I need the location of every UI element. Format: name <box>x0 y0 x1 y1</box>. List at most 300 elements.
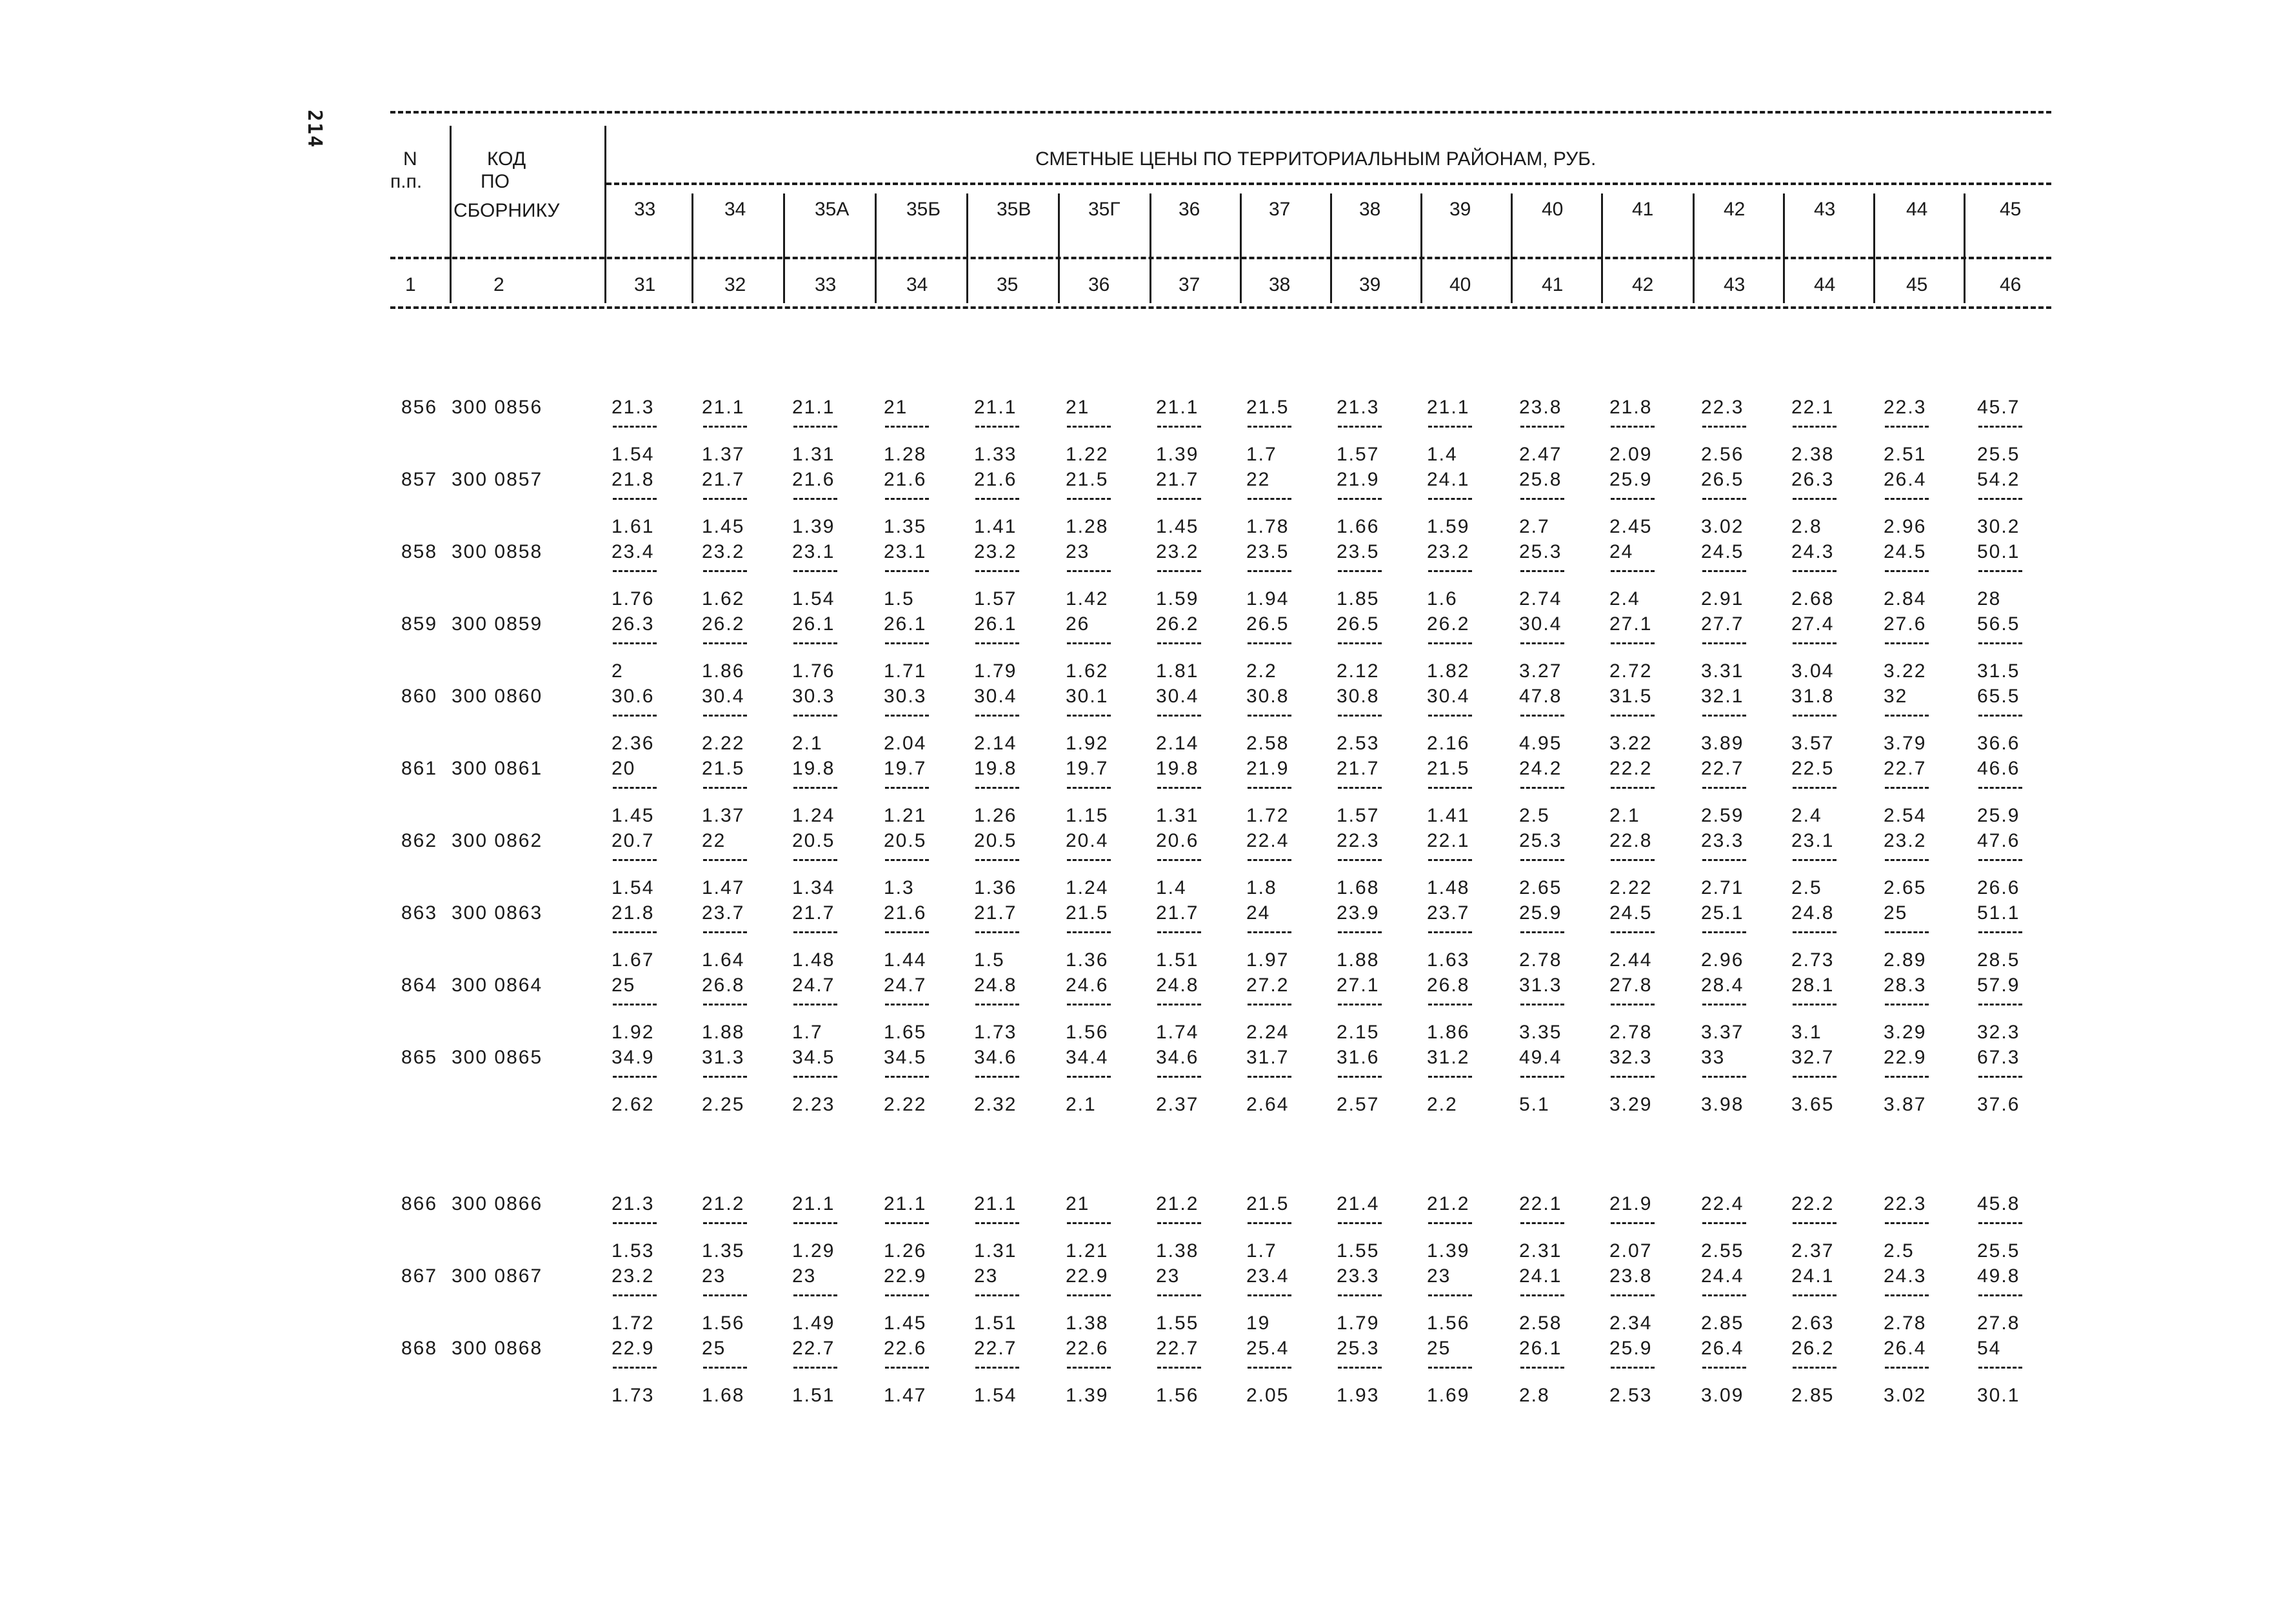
price-cell: 19.8 <box>792 758 835 779</box>
price-cell-denominator: 1.37 <box>702 805 745 826</box>
price-cell: 26.1 <box>974 613 1017 635</box>
fraction-bar <box>1611 498 1655 500</box>
col-number: 43 <box>1724 274 1746 295</box>
page-number: 214 <box>303 110 326 149</box>
price-cell-denominator: 1.68 <box>1337 877 1380 898</box>
price-cell-denominator: 2.14 <box>1156 733 1199 754</box>
price-cell-denominator: 28.5 <box>1977 949 2020 971</box>
header-top-rule <box>390 111 2051 114</box>
price-cell-denominator: 1.72 <box>612 1312 655 1334</box>
row-code: 300 0858 <box>452 541 543 562</box>
price-cell: 24.8 <box>974 975 1017 996</box>
price-cell: 23 <box>702 1265 726 1287</box>
fraction-bar <box>1067 1367 1111 1369</box>
price-cell-denominator: 3.87 <box>1884 1094 1927 1115</box>
fraction-bar <box>1067 787 1111 789</box>
fraction-bar <box>885 426 929 428</box>
price-cell: 30.8 <box>1246 686 1289 707</box>
col-number: 32 <box>724 274 746 295</box>
fraction-bar <box>1885 859 1929 861</box>
fraction-bar <box>1428 1367 1472 1369</box>
fraction-bar <box>703 1294 747 1296</box>
price-cell-denominator: 4.95 <box>1519 733 1562 754</box>
price-cell-denominator: 37.6 <box>1977 1094 2020 1115</box>
fraction-bar <box>1157 498 1201 500</box>
price-cell: 23.1 <box>1791 830 1835 851</box>
price-cell-denominator: 2.65 <box>1519 877 1562 898</box>
fraction-bar <box>1793 787 1836 789</box>
price-cell-denominator: 1.36 <box>974 877 1017 898</box>
price-cell-denominator: 2.65 <box>1884 877 1927 898</box>
fraction-bar <box>1978 715 2022 717</box>
fraction-bar <box>1248 498 1291 500</box>
price-cell-denominator: 1.55 <box>1337 1240 1380 1262</box>
price-cell: 24.3 <box>1884 1265 1927 1287</box>
price-cell: 26.1 <box>1519 1338 1562 1359</box>
price-cell-denominator: 1.59 <box>1427 516 1470 537</box>
fraction-bar <box>1248 1076 1291 1078</box>
header-divider <box>1693 193 1695 303</box>
price-cell: 22.7 <box>1156 1338 1199 1359</box>
fraction-bar <box>1702 498 1746 500</box>
fraction-bar <box>1157 426 1201 428</box>
price-cell: 47.6 <box>1977 830 2020 851</box>
fraction-bar <box>1702 1004 1746 1005</box>
row-code: 300 0865 <box>452 1047 543 1068</box>
fraction-bar <box>703 1222 747 1224</box>
district-header: 38 <box>1359 199 1381 220</box>
fraction-bar <box>1248 1294 1291 1296</box>
fraction-bar <box>1067 1222 1111 1224</box>
fraction-bar <box>1248 570 1291 572</box>
col-number: 46 <box>2000 274 2022 295</box>
price-cell: 23.2 <box>1884 830 1927 851</box>
price-cell: 47.8 <box>1519 686 1562 707</box>
fraction-bar <box>885 1076 929 1078</box>
header-divider <box>875 193 877 303</box>
price-cell-denominator: 1.49 <box>792 1312 835 1334</box>
fraction-bar <box>1428 931 1472 933</box>
price-cell: 27.6 <box>1884 613 1927 635</box>
price-cell: 26.3 <box>612 613 655 635</box>
price-cell: 30.4 <box>702 686 745 707</box>
price-cell: 20.6 <box>1156 830 1199 851</box>
row-number: 856 <box>401 397 438 418</box>
price-cell: 54 <box>1977 1338 2002 1359</box>
price-cell-denominator: 2.53 <box>1609 1385 1653 1406</box>
price-cell-denominator: 2.1 <box>1066 1094 1097 1115</box>
price-cell-denominator: 2.37 <box>1791 1240 1835 1262</box>
price-cell: 23.5 <box>1337 541 1380 562</box>
price-cell: 20.5 <box>884 830 927 851</box>
fraction-bar <box>1338 1004 1382 1005</box>
price-cell: 21.7 <box>1156 469 1199 490</box>
fraction-bar <box>1978 787 2022 789</box>
fraction-bar <box>1702 642 1746 644</box>
row-number: 860 <box>401 686 438 707</box>
price-cell-denominator: 1.28 <box>884 444 927 465</box>
price-cell-denominator: 2.71 <box>1701 877 1744 898</box>
row-code: 300 0863 <box>452 902 543 924</box>
fraction-bar <box>1885 1367 1929 1369</box>
price-cell: 32 <box>1884 686 1908 707</box>
price-cell: 22.4 <box>1701 1193 1744 1214</box>
fraction-bar <box>885 642 929 644</box>
fraction-bar <box>1885 1294 1929 1296</box>
price-cell-denominator: 2.54 <box>1884 805 1927 826</box>
price-cell-denominator: 2.47 <box>1519 444 1562 465</box>
fraction-bar <box>885 859 929 861</box>
price-cell: 65.5 <box>1977 686 2020 707</box>
price-cell: 21.5 <box>1246 397 1289 418</box>
fraction-bar <box>1611 715 1655 717</box>
price-cell-denominator: 32.3 <box>1977 1022 2020 1043</box>
price-cell-denominator: 2.31 <box>1519 1240 1562 1262</box>
col-number: 44 <box>1814 274 1836 295</box>
district-header: 42 <box>1724 199 1746 220</box>
price-cell-denominator: 1.86 <box>1427 1022 1470 1043</box>
price-cell: 22.7 <box>1701 758 1744 779</box>
price-cell: 21 <box>884 397 908 418</box>
district-header: 35В <box>997 199 1031 220</box>
row-code: 300 0860 <box>452 686 543 707</box>
price-cell-denominator: 2.4 <box>1609 588 1640 609</box>
row-code: 300 0859 <box>452 613 543 635</box>
col-number: 37 <box>1179 274 1200 295</box>
price-cell-denominator: 2.05 <box>1246 1385 1289 1406</box>
fraction-bar <box>1611 1076 1655 1078</box>
price-cell: 22.6 <box>1066 1338 1109 1359</box>
fraction-bar <box>613 715 657 717</box>
price-cell-denominator: 2.38 <box>1791 444 1835 465</box>
fraction-bar <box>1702 1222 1746 1224</box>
price-cell: 21.5 <box>1246 1193 1289 1214</box>
price-cell-denominator: 2.78 <box>1884 1312 1927 1334</box>
fraction-bar <box>1067 498 1111 500</box>
fraction-bar <box>1248 642 1291 644</box>
price-cell-denominator: 1.41 <box>1427 805 1470 826</box>
price-cell-denominator: 2.63 <box>1791 1312 1835 1334</box>
row-code: 300 0857 <box>452 469 543 490</box>
fraction-bar <box>1793 1004 1836 1005</box>
col-number: 38 <box>1269 274 1291 295</box>
price-cell: 25.3 <box>1519 830 1562 851</box>
fraction-bar <box>793 1076 837 1078</box>
fraction-bar <box>1520 859 1564 861</box>
price-cell: 26.5 <box>1337 613 1380 635</box>
fraction-bar <box>1611 1004 1655 1005</box>
fraction-bar <box>1702 1294 1746 1296</box>
price-cell-denominator: 1.33 <box>974 444 1017 465</box>
price-cell-denominator: 1.45 <box>612 805 655 826</box>
fraction-bar <box>1885 1076 1929 1078</box>
price-cell-denominator: 1.51 <box>792 1385 835 1406</box>
price-cell-denominator: 2.16 <box>1427 733 1470 754</box>
district-header: 37 <box>1269 199 1291 220</box>
price-cell-denominator: 2.04 <box>884 733 927 754</box>
price-cell: 26.2 <box>1791 1338 1835 1359</box>
fraction-bar <box>703 426 747 428</box>
fraction-bar <box>1520 1004 1564 1005</box>
fraction-bar <box>1611 570 1655 572</box>
fraction-bar <box>1978 1222 2022 1224</box>
price-cell: 28.3 <box>1884 975 1927 996</box>
price-cell: 26.4 <box>1701 1338 1744 1359</box>
price-cell: 30.8 <box>1337 686 1380 707</box>
fraction-bar <box>1885 1222 1929 1224</box>
fraction-bar <box>1428 642 1472 644</box>
fraction-bar <box>975 1367 1019 1369</box>
price-cell: 30.4 <box>1156 686 1199 707</box>
price-cell: 27.7 <box>1701 613 1744 635</box>
row-code: 300 0864 <box>452 975 543 996</box>
fraction-bar <box>1885 426 1929 428</box>
price-cell: 21.1 <box>974 397 1017 418</box>
price-cell: 21.5 <box>1066 902 1109 924</box>
price-cell: 26.2 <box>702 613 745 635</box>
header-col-code3: СБОРНИКУ <box>453 200 560 221</box>
price-cell-denominator: 1.45 <box>884 1312 927 1334</box>
price-cell-denominator: 2.96 <box>1701 949 1744 971</box>
price-cell-denominator: 1.28 <box>1066 516 1109 537</box>
price-cell: 21.2 <box>1427 1193 1470 1214</box>
price-cell-denominator: 1.4 <box>1427 444 1458 465</box>
price-cell-denominator: 25.5 <box>1977 1240 2020 1262</box>
fraction-bar <box>1978 1294 2022 1296</box>
price-cell-denominator: 1.36 <box>1066 949 1109 971</box>
fraction-bar <box>1428 426 1472 428</box>
fraction-bar <box>885 498 929 500</box>
price-cell: 21.8 <box>612 902 655 924</box>
fraction-bar <box>1885 787 1929 789</box>
district-header: 40 <box>1542 199 1564 220</box>
fraction-bar <box>613 1076 657 1078</box>
fraction-bar <box>1793 426 1836 428</box>
price-cell-denominator: 1.45 <box>702 516 745 537</box>
price-cell: 21.6 <box>884 469 927 490</box>
price-cell-denominator: 2.96 <box>1884 516 1927 537</box>
price-cell-denominator: 1.47 <box>702 877 745 898</box>
fraction-bar <box>885 1004 929 1005</box>
price-cell: 23.2 <box>1427 541 1470 562</box>
price-cell: 21 <box>1066 1193 1090 1214</box>
fraction-bar <box>1793 1367 1836 1369</box>
price-cell: 24.7 <box>792 975 835 996</box>
row-number: 862 <box>401 830 438 851</box>
price-cell-denominator: 3.57 <box>1791 733 1835 754</box>
price-cell-denominator: 3.79 <box>1884 733 1927 754</box>
header-divider <box>1873 193 1875 303</box>
price-cell-denominator: 3.35 <box>1519 1022 1562 1043</box>
price-cell: 21.1 <box>792 397 835 418</box>
price-cell: 21.9 <box>1246 758 1289 779</box>
price-cell: 67.3 <box>1977 1047 2020 1068</box>
fraction-bar <box>1885 715 1929 717</box>
row-number: 865 <box>401 1047 438 1068</box>
row-number: 866 <box>401 1193 438 1214</box>
price-cell-denominator: 2.64 <box>1246 1094 1289 1115</box>
price-cell: 22.3 <box>1337 830 1380 851</box>
price-cell-denominator: 1.62 <box>702 588 745 609</box>
price-cell: 22.8 <box>1609 830 1653 851</box>
fraction-bar <box>703 1367 747 1369</box>
price-cell: 20.5 <box>792 830 835 851</box>
fraction-bar <box>1248 931 1291 933</box>
row-code: 300 0866 <box>452 1193 543 1214</box>
price-cell: 23 <box>1427 1265 1451 1287</box>
price-cell-denominator: 2.89 <box>1884 949 1927 971</box>
fraction-bar <box>1157 1367 1201 1369</box>
price-cell-denominator: 1.7 <box>1246 444 1277 465</box>
header-sub-rule <box>390 257 2051 259</box>
price-cell-denominator: 1.76 <box>612 588 655 609</box>
price-cell: 24.1 <box>1791 1265 1835 1287</box>
price-cell-denominator: 2.36 <box>612 733 655 754</box>
price-cell: 23 <box>1066 541 1090 562</box>
price-cell-denominator: 1.37 <box>702 444 745 465</box>
price-cell-denominator: 1.39 <box>1066 1385 1109 1406</box>
header-col-n2: п.п. <box>390 171 423 192</box>
fraction-bar <box>975 1076 1019 1078</box>
price-cell: 23.7 <box>1427 902 1470 924</box>
price-cell-denominator: 2.22 <box>884 1094 927 1115</box>
fraction-bar <box>1428 1076 1472 1078</box>
header-divider <box>783 193 785 303</box>
fraction-bar <box>1428 1004 1472 1005</box>
fraction-bar <box>613 787 657 789</box>
price-cell: 24.1 <box>1519 1265 1562 1287</box>
price-cell: 23.4 <box>612 541 655 562</box>
fraction-bar <box>1793 498 1836 500</box>
price-cell-denominator: 1.26 <box>974 805 1017 826</box>
price-cell: 34.9 <box>612 1047 655 1068</box>
price-cell: 27.8 <box>1609 975 1653 996</box>
fraction-bar <box>1428 1294 1472 1296</box>
fraction-bar <box>703 715 747 717</box>
price-cell-denominator: 2.14 <box>974 733 1017 754</box>
fraction-bar <box>1248 715 1291 717</box>
price-cell: 25.8 <box>1519 469 1562 490</box>
price-cell-denominator: 2.5 <box>1884 1240 1915 1262</box>
price-cell: 57.9 <box>1977 975 2020 996</box>
price-cell-denominator: 1.7 <box>1246 1240 1277 1262</box>
price-cell: 24 <box>1246 902 1271 924</box>
price-cell-denominator: 3.29 <box>1884 1022 1927 1043</box>
price-cell: 22.9 <box>612 1338 655 1359</box>
fraction-bar <box>1338 1076 1382 1078</box>
fraction-bar <box>1520 931 1564 933</box>
fraction-bar <box>1611 1367 1655 1369</box>
price-cell: 19.7 <box>1066 758 1109 779</box>
price-cell: 22.9 <box>1884 1047 1927 1068</box>
col-number: 42 <box>1632 274 1654 295</box>
price-cell-denominator: 1.62 <box>1066 660 1109 682</box>
price-cell-denominator: 3.27 <box>1519 660 1562 682</box>
price-cell: 31.7 <box>1246 1047 1289 1068</box>
price-cell: 27.2 <box>1246 975 1289 996</box>
price-cell: 23 <box>1156 1265 1180 1287</box>
price-cell: 28.1 <box>1791 975 1835 996</box>
fraction-bar <box>1338 642 1382 644</box>
price-cell: 22.7 <box>792 1338 835 1359</box>
fraction-bar <box>1978 859 2022 861</box>
fraction-bar <box>1157 1222 1201 1224</box>
price-cell-denominator: 2.5 <box>1519 805 1550 826</box>
price-cell: 26.1 <box>792 613 835 635</box>
price-cell-denominator: 1.21 <box>1066 1240 1109 1262</box>
price-cell: 24.5 <box>1884 541 1927 562</box>
fraction-bar <box>1611 787 1655 789</box>
row-code: 300 0868 <box>452 1338 543 1359</box>
price-cell-denominator: 3.02 <box>1701 516 1744 537</box>
price-cell-denominator: 1.59 <box>1156 588 1199 609</box>
fraction-bar <box>1067 642 1111 644</box>
price-cell-denominator: 3.29 <box>1609 1094 1653 1115</box>
price-cell: 28.4 <box>1701 975 1744 996</box>
fraction-bar <box>1157 715 1201 717</box>
fraction-bar <box>1885 642 1929 644</box>
price-cell-denominator: 2.8 <box>1519 1385 1550 1406</box>
price-cell-denominator: 2.2 <box>1427 1094 1458 1115</box>
price-cell-denominator: 2.34 <box>1609 1312 1653 1334</box>
fraction-bar <box>1520 1222 1564 1224</box>
price-cell: 21.9 <box>1609 1193 1653 1214</box>
fraction-bar <box>1520 1294 1564 1296</box>
fraction-bar <box>1520 570 1564 572</box>
price-cell: 31.5 <box>1609 686 1653 707</box>
header-title: СМЕТНЫЕ ЦЕНЫ ПО ТЕРРИТОРИАЛЬНЫМ РАЙОНАМ, РУБ. <box>1035 148 1597 170</box>
price-cell: 19.7 <box>884 758 927 779</box>
price-cell: 23.1 <box>792 541 835 562</box>
fraction-bar <box>613 1367 657 1369</box>
fraction-bar <box>1157 931 1201 933</box>
price-cell: 23 <box>792 1265 817 1287</box>
price-cell-denominator: 2.22 <box>702 733 745 754</box>
price-cell: 32.3 <box>1609 1047 1653 1068</box>
header-divider <box>1058 193 1060 303</box>
price-cell-denominator: 2.4 <box>1791 805 1822 826</box>
fraction-bar <box>793 787 837 789</box>
price-cell: 31.6 <box>1337 1047 1380 1068</box>
price-cell-denominator: 2.25 <box>702 1094 745 1115</box>
price-cell-denominator: 5.1 <box>1519 1094 1550 1115</box>
fraction-bar <box>885 1222 929 1224</box>
fraction-bar <box>703 1004 747 1005</box>
price-cell: 34.4 <box>1066 1047 1109 1068</box>
header-divider <box>1964 193 1966 303</box>
col-number: 36 <box>1088 274 1110 295</box>
price-cell-denominator: 1.39 <box>792 516 835 537</box>
fraction-bar <box>1067 931 1111 933</box>
price-cell-denominator: 1.67 <box>612 949 655 971</box>
price-cell-denominator: 2.85 <box>1701 1312 1744 1334</box>
price-cell-denominator: 1.48 <box>1427 877 1470 898</box>
price-cell: 30.3 <box>792 686 835 707</box>
price-cell-denominator: 1.54 <box>792 588 835 609</box>
price-cell-denominator: 1.56 <box>1066 1022 1109 1043</box>
fraction-bar <box>885 931 929 933</box>
price-cell-denominator: 1.29 <box>792 1240 835 1262</box>
price-cell: 19.8 <box>974 758 1017 779</box>
price-cell: 31.3 <box>1519 975 1562 996</box>
price-cell: 21.6 <box>792 469 835 490</box>
district-header: 41 <box>1632 199 1654 220</box>
fraction-bar <box>703 931 747 933</box>
price-cell: 51.1 <box>1977 902 2020 924</box>
price-cell: 45.8 <box>1977 1193 2020 1214</box>
price-cell-denominator: 2.58 <box>1519 1312 1562 1334</box>
fraction-bar <box>613 426 657 428</box>
